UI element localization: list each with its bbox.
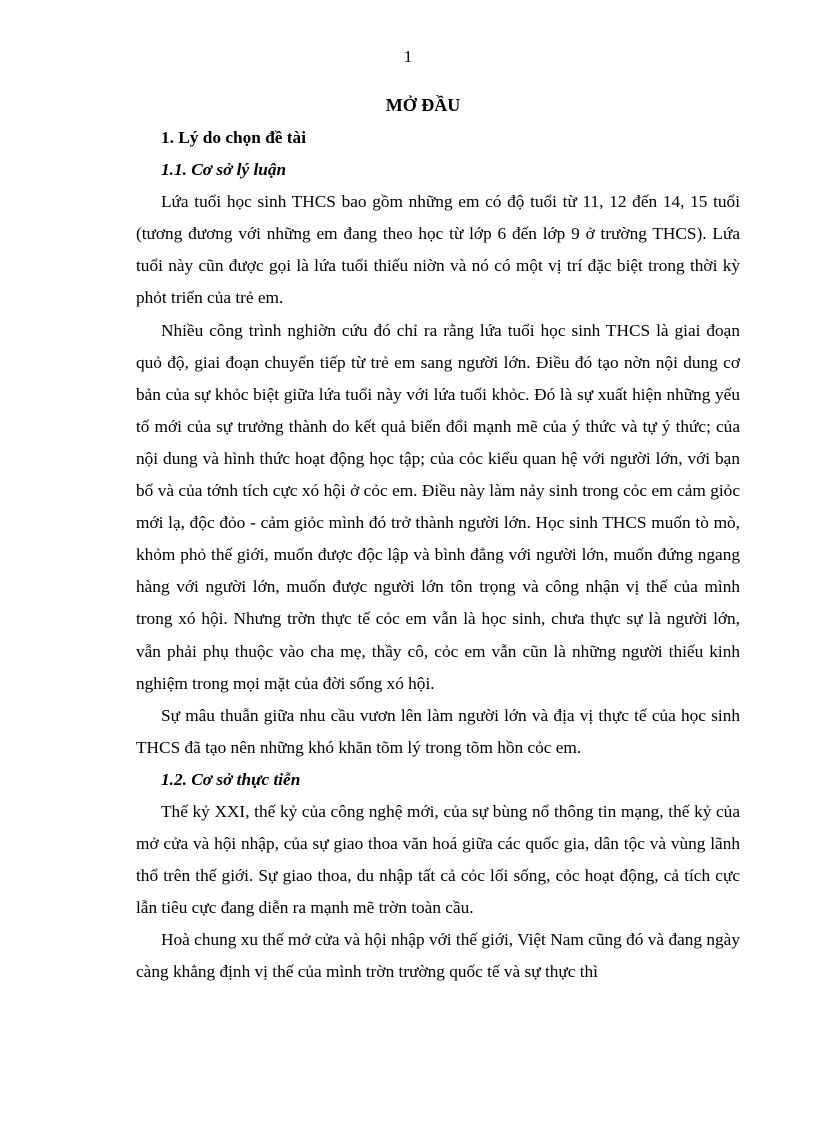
page-number: 1 bbox=[403, 47, 413, 66]
document-body bbox=[136, 122, 740, 989]
subsection-heading-1-1: 1.1. Cơ sở lý luận bbox=[161, 160, 287, 180]
section-heading-1: 1. Lý do chọn đề tài bbox=[161, 128, 306, 147]
paragraph: Sự mâu thuẫn giữa nhu cầu vươn lên làm người lớn và địa vị thực tế của học sinh THCS đã tạo nên những khó khăn tõm lý trong tõm hồn cỏc em. bbox=[136, 705, 740, 757]
paragraph: Hoà chung xu thế mở cửa và hội nhập với thế giới, Việt Nam cũng đó và đang ngày càng khẳng định vị thế của mình trờn trường quốc tế và sự thực thì bbox=[136, 930, 740, 982]
subsection-heading-1-2: 1.2. Cơ sở thực tiễn bbox=[161, 769, 301, 789]
paragraph: Thế kỷ XXI, thế kỷ của công nghệ mới, của sự bùng nổ thông tin mạng, thế kỷ của mở cửa và hội nhập, của sự giao thoa văn hoá giữa các quốc gia, dân tộc và vùng lãnh thổ trên thế giới. Sự giao thoa, du nhập tất cả cỏc lối sống, cỏc hoạt động, cả tích cực lẫn tiêu cực đang diễn ra mạnh mẽ trờn toàn cầu. bbox=[136, 801, 740, 918]
paragraph: Lứa tuổi học sinh THCS bao gồm những em có độ tuổi từ 11, 12 đến 14, 15 tuổi (tương đương với những em đang theo học từ lớp 6 đến lớp 9 ở trường THCS). Lứa tuổi này cũn được gọi là lứa tuổi thiếu niờn và nó có một vị trí đặc biệt trong thời kỳ phỏt triển của trẻ em. bbox=[136, 192, 740, 308]
document-title: MỞ ĐẦU bbox=[385, 95, 461, 115]
paragraph: Nhiều công trình nghiờn cứu đó chỉ ra rằng lứa tuổi học sinh THCS là giai đoạn quỏ độ, giai đoạn chuyển tiếp từ trẻ em sang người lớn. Điều đó tạo nờn nội dung cơ bản của sự khỏc biệt giữa lứa tuổi này với lứa tuổi khỏc. Đó là sự xuất hiện những yếu tố mới của sự trưởng thành do kết quả biến đổi mạnh mẽ của ý thức và tự ý thức; của nội dung và hình thức hoạt động học tập; của cỏc kiểu quan hệ với người lớn, với bạn bố và của tớnh tích cực xó hội ở cỏc em. Điều này làm nảy sinh trong cỏc em cảm giỏc mới lạ, độc đỏo - cảm giỏc mình đó trở thành người lớn. Học sinh THCS muốn tò mò, khỏm phỏ thế giới, muốn được độc lập và bình đẳng với người lớn, muốn đứng ngang hàng với người lớn, muốn được người lớn tôn trọng và công nhận vị thế của mình trong xó hội. Nhưng trờn thực tế cỏc em vẫn là học sinh, chưa thực sự là người lớn, vẫn phải phụ thuộc vào cha mẹ, thầy cô, cỏc em vẫn cũn là những người thiếu kinh nghiệm trong mọi mặt của đời sống xó hội. bbox=[136, 320, 740, 693]
